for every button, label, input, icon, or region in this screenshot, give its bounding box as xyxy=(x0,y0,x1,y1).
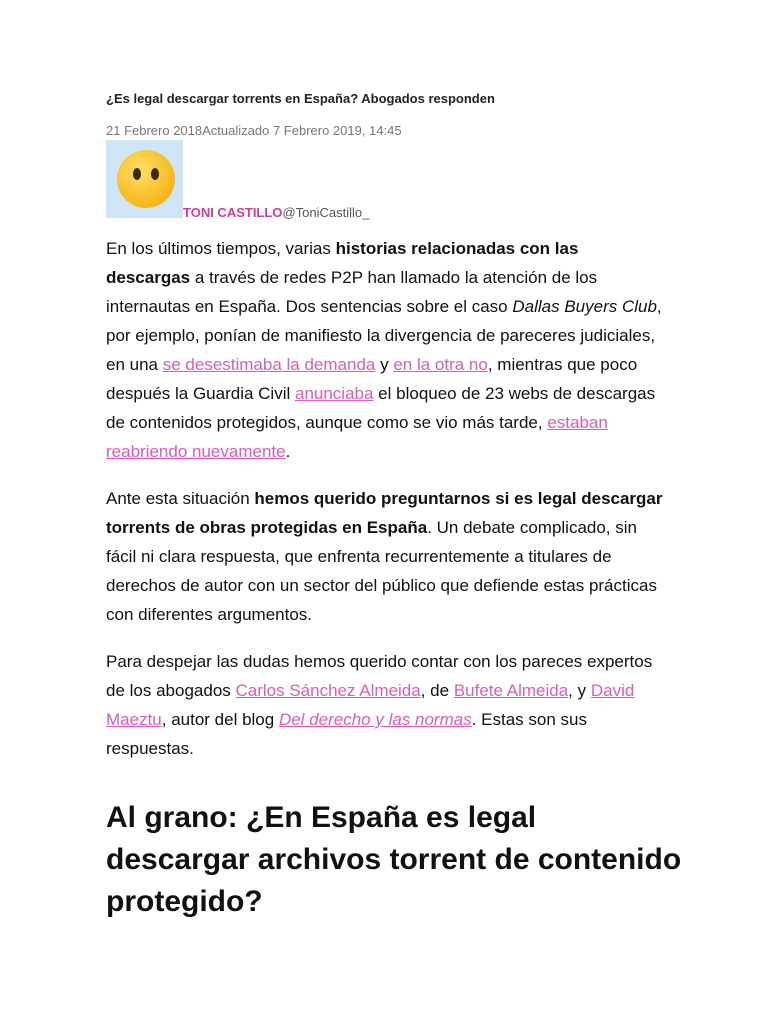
author-name[interactable]: TONI CASTILLO xyxy=(183,205,283,220)
text: . xyxy=(285,442,291,461)
text: , por ejemplo, ponían de manifiesto la divergencia de pareceres judiciales, en una xyxy=(106,297,662,374)
paragraph-3 xyxy=(106,647,666,763)
text: y xyxy=(375,355,394,374)
text: , de xyxy=(420,681,454,700)
text: , mientras que poco después la Guardia Civil xyxy=(106,355,638,403)
link-otra-no[interactable]: en la otra no xyxy=(393,355,488,374)
article-dates xyxy=(106,123,402,138)
link-anunciaba[interactable]: anunciaba xyxy=(294,384,374,403)
link-desestimaba-demanda[interactable]: se desestimaba la demanda xyxy=(162,355,376,374)
neutral-face-emoji-icon xyxy=(106,140,183,218)
text: Para despejar las dudas hemos querido contar con los pareces expertos de los abogados xyxy=(106,652,653,700)
bold-text: hemos querido preguntarnos si es legal descargar torrents de obras protegidas en España xyxy=(106,489,663,537)
link-del-derecho-blog[interactable]: Del derecho y las normas xyxy=(278,710,472,729)
text: el bloqueo de 23 webs de descargas de contenidos protegidos, aunque como se vio más tarde, xyxy=(106,384,656,432)
article-title: ¿Es legal descargar torrents en España? Abogados responden xyxy=(106,91,495,106)
link-bufete-almeida[interactable]: Bufete Almeida xyxy=(453,681,569,700)
link-reabriendo[interactable]: estaban reabriendo nuevamente xyxy=(106,413,608,461)
text: . Estas son sus respuestas. xyxy=(106,710,587,758)
text: , autor del blog xyxy=(161,710,279,729)
text: a través de redes P2P han llamado la atención de los internautas en España. Dos sentencias sobre el caso xyxy=(106,268,598,316)
author-avatar xyxy=(106,140,183,218)
text: En los últimos tiempos, varias xyxy=(106,239,336,258)
text: , y xyxy=(568,681,591,700)
link-carlos-sanchez-almeida[interactable]: Carlos Sánchez Almeida xyxy=(235,681,421,700)
text: . Un debate complicado, sin fácil ni clara respuesta, que enfrenta recurrentemente a titulares de derechos de autor con un sector del público que defiende estas prácticas con diferentes argumentos. xyxy=(106,518,657,624)
paragraph-1 xyxy=(106,234,666,466)
paragraph-2 xyxy=(106,484,666,629)
section-heading: Al grano: ¿En España es legal descargar archivos torrent de contenido protegido? xyxy=(106,801,682,918)
text: Ante esta situación xyxy=(106,489,255,508)
bold-text: historias relacionadas con las descargas xyxy=(106,239,579,287)
published-date: 21 Febrero 2018 xyxy=(106,123,203,138)
updated-date: Actualizado 7 Febrero 2019, 14:45 xyxy=(202,123,402,138)
article-body xyxy=(106,234,666,781)
italic-text: Dallas Buyers Club xyxy=(512,297,657,316)
link-david-maeztu[interactable]: David Maeztu xyxy=(106,681,635,729)
author-handle[interactable]: @ToniCastillo_ xyxy=(282,205,370,220)
author-byline xyxy=(183,205,369,220)
